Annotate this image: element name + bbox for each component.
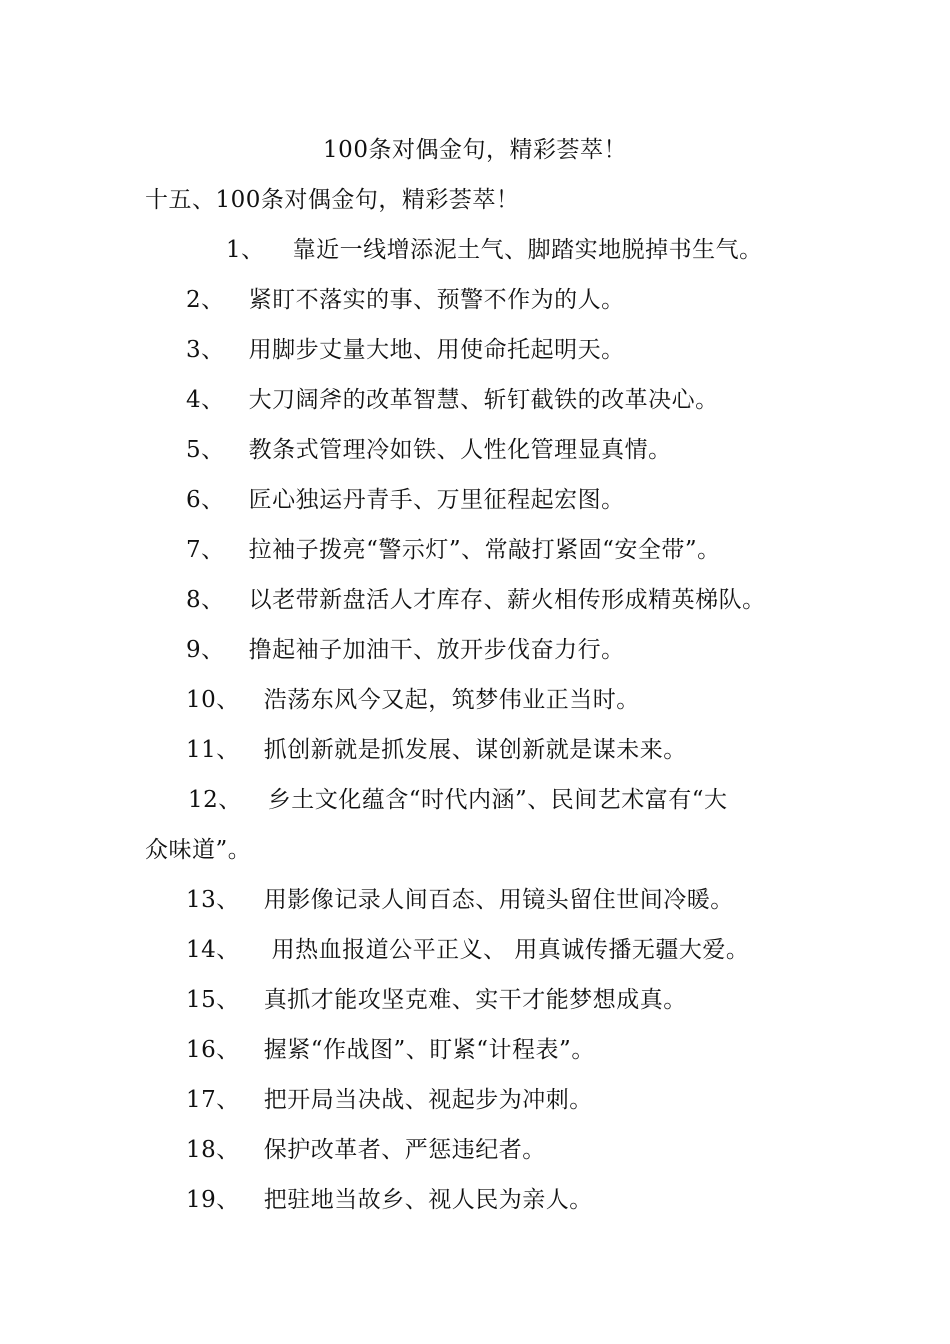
list-item — [226, 234, 763, 266]
item-number: 15 — [186, 987, 217, 1013]
item-number: 10 — [186, 687, 217, 713]
item-separator: 、 — [216, 1087, 240, 1113]
list-item — [186, 884, 734, 916]
list-item — [186, 684, 640, 716]
item-text: 保护改革者、严惩违纪者。 — [263, 1137, 546, 1163]
item-separator: 、 — [216, 987, 240, 1013]
item-text: 拉袖子拨亮“警示灯”、常敲打紧固“安全带”。 — [248, 537, 721, 563]
list-item — [186, 934, 749, 966]
item-text: 匠心独运丹青手、万里征程起宏图。 — [248, 487, 625, 513]
item-text: 用热血报道公平正义、 用真诚传播无疆大爱。 — [263, 937, 750, 963]
item-number: 9 — [186, 637, 202, 663]
item-number: 14 — [186, 937, 217, 963]
item-text: 浩荡东风今又起，筑梦伟业正当时。 — [263, 687, 640, 713]
item-text: 靠近一线增添泥土气、脚踏实地脱掉书生气。 — [292, 237, 763, 263]
item-text: 把开局当决战、视起步为冲刺。 — [263, 1087, 593, 1113]
item-number: 11 — [186, 737, 217, 763]
item-continuation: 众味道”。 — [145, 837, 252, 863]
list-item — [186, 534, 721, 566]
item-text: 用影像记录人间百态、用镜头留住世间冷暖。 — [263, 887, 734, 913]
item-text: 大刀阔斧的改革智慧、斩钉截铁的改革决心。 — [248, 387, 719, 413]
item-separator: 、 — [201, 487, 225, 513]
item-number: 7 — [186, 537, 202, 563]
item-number: 2 — [186, 287, 202, 313]
item-separator: 、 — [218, 787, 242, 813]
list-item — [186, 984, 687, 1016]
item-number: 17 — [186, 1087, 217, 1113]
list-item — [186, 584, 766, 616]
item-number: 19 — [186, 1187, 217, 1213]
list-item — [186, 1034, 595, 1066]
item-separator: 、 — [216, 1137, 240, 1163]
item-separator: 、 — [216, 937, 240, 963]
list-item — [186, 734, 687, 766]
item-separator: 、 — [241, 237, 265, 263]
item-text: 教条式管理冷如铁、人性化管理显真情。 — [248, 437, 672, 463]
list-item — [186, 334, 625, 366]
item-number: 12 — [188, 787, 219, 813]
item-number: 6 — [186, 487, 202, 513]
item-separator: 、 — [201, 587, 225, 613]
document-title: 100条对偶金句，精彩荟萃！ — [323, 137, 627, 163]
item-separator: 、 — [201, 337, 225, 363]
item-separator: 、 — [216, 687, 240, 713]
list-item — [186, 1184, 593, 1216]
item-separator: 、 — [216, 887, 240, 913]
item-number: 3 — [186, 337, 202, 363]
item-separator: 、 — [201, 537, 225, 563]
item-separator: 、 — [201, 287, 225, 313]
item-text: 撸起袖子加油干、放开步伐奋力行。 — [248, 637, 625, 663]
item-text: 紧盯不落实的事、预警不作为的人。 — [248, 287, 625, 313]
item-text: 真抓才能攻坚克难、实干才能梦想成真。 — [263, 987, 687, 1013]
item-separator: 、 — [216, 737, 240, 763]
list-item — [186, 434, 672, 466]
item-separator: 、 — [201, 387, 225, 413]
item-separator: 、 — [216, 1187, 240, 1213]
list-item — [186, 634, 625, 666]
list-item — [186, 284, 625, 316]
item-text: 以老带新盘活人才库存、薪火相传形成精英梯队。 — [248, 587, 766, 613]
item-number: 8 — [186, 587, 202, 613]
item-text: 把驻地当故乡、视人民为亲人。 — [263, 1187, 593, 1213]
item-separator: 、 — [201, 437, 225, 463]
list-item — [186, 484, 625, 516]
item-number: 13 — [186, 887, 217, 913]
list-item — [186, 1134, 546, 1166]
list-item — [186, 1084, 593, 1116]
item-number: 5 — [186, 437, 202, 463]
item-separator: 、 — [216, 1037, 240, 1063]
item-number: 4 — [186, 387, 202, 413]
section-heading: 十五、100条对偶金句，精彩荟萃！ — [145, 187, 520, 213]
list-item — [186, 384, 719, 416]
item-text: 乡土文化蕴含“时代内涵”、民间艺术富有“大 — [267, 787, 728, 813]
item-text: 用脚步丈量大地、用使命托起明天。 — [248, 337, 625, 363]
item-number: 18 — [186, 1137, 217, 1163]
item-separator: 、 — [201, 637, 225, 663]
item-text: 握紧“作战图”、盯紧“计程表”。 — [263, 1037, 595, 1063]
list-item — [188, 784, 728, 816]
item-text: 抓创新就是抓发展、谋创新就是谋未来。 — [263, 737, 687, 763]
item-number: 16 — [186, 1037, 217, 1063]
item-number: 1 — [226, 237, 242, 263]
